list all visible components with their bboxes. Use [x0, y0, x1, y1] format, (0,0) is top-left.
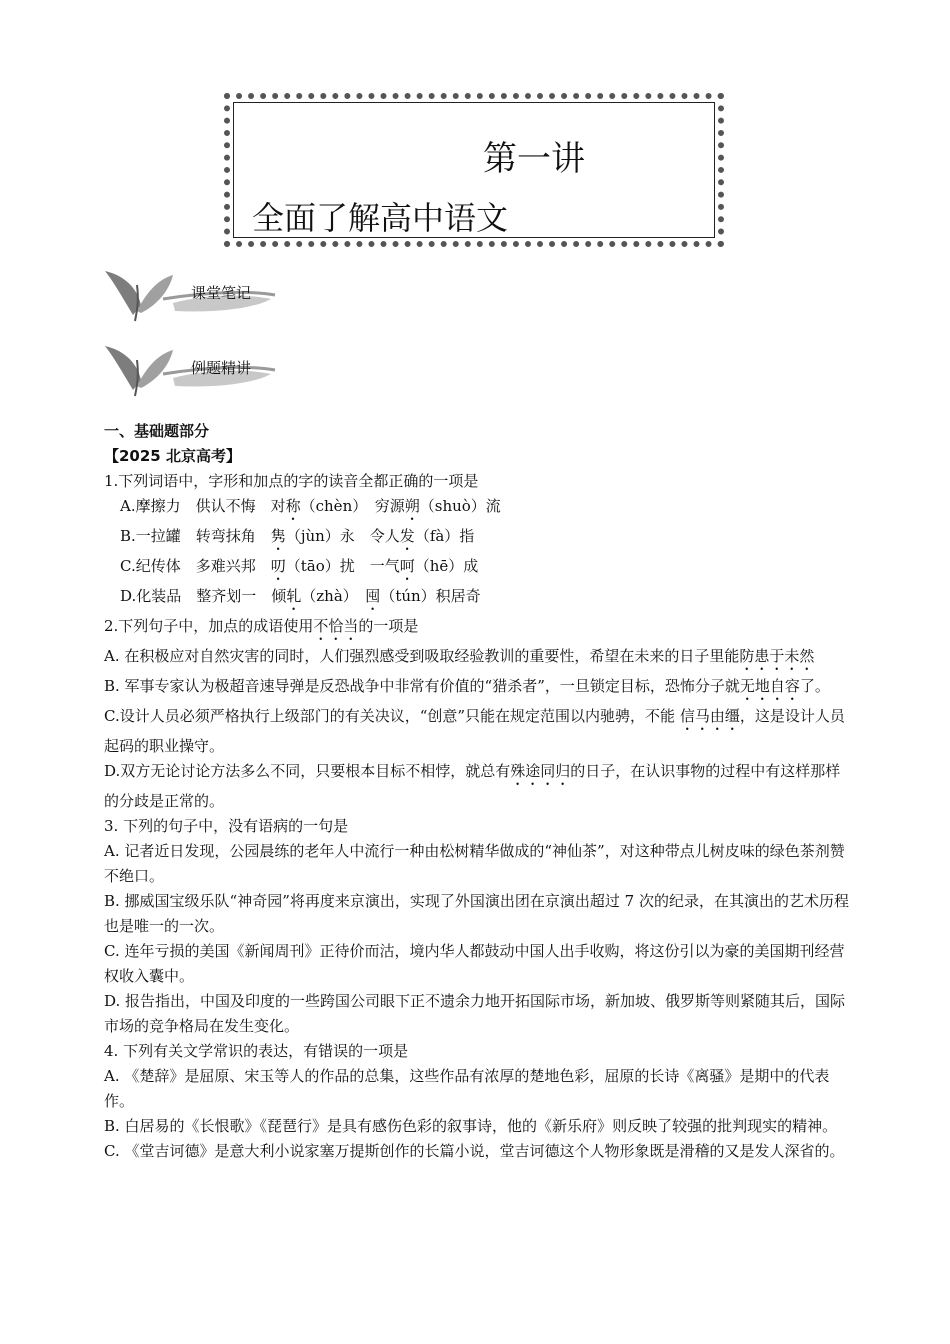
q3-option-c: C. 连年亏损的美国《新闻周刊》正待价而沽，境内华人都鼓动中国人出手收购，将这份引以为豪的美国期刊经营权收入囊中。 — [104, 942, 845, 985]
q3-option-d: D. 报告指出，中国及印度的一些跨国公司眼下正不遗余力地开拓国际市场，新加坡、俄罗斯等则紧随其后，国际市场的竞争格局在发生变化。 — [104, 992, 846, 1035]
q1-option-d: D.化装品 整齐划一 倾轧（zhà） 囤（tún）积居奇 — [120, 587, 481, 605]
question-content — [104, 419, 849, 1164]
q4-option-b: B. 白居易的《长恨歌》《琵琶行》是具有感伤色彩的叙事诗，他的《新乐府》则反映了较强的批判现实的精神。 — [104, 1117, 838, 1135]
q2-option-c: C.设计人员必须严格执行上级部门的有关决议，“创意”只能在规定范围以内驰骋，不能 信马由缰，这是设计人员起码的职业操守。 — [104, 707, 845, 755]
lecture-number: 第一讲 — [483, 139, 585, 179]
q2-option-b: B. 军事专家认为极超音速导弹是反恐战争中非常有价值的“猎杀者”，一旦锁定目标，恐怖分子就无地自容了。 — [104, 677, 830, 695]
q2-stem: 2.下列句子中，加点的成语使用不恰当的一项是 — [104, 617, 419, 635]
q2-option-a: A. 在积极应对自然灾害的同时，人们强烈感受到吸取经验教训的重要性，希望在未来的日子里能防患于未然 — [104, 647, 815, 665]
title-box — [224, 93, 724, 247]
section-banner-notes — [103, 265, 283, 325]
q2-option-d: D.双方无论讨论方法多么不同，只要根本目标不相悖，就总有殊途同归的日子，在认识事物的过程中有这样那样的分歧是正常的。 — [104, 762, 841, 810]
q4-stem: 4. 下列有关文学常识的表达，有错误的一项是 — [104, 1042, 409, 1060]
title-frame — [233, 102, 715, 238]
q3-option-b: B. 挪威国宝级乐队“神奇园”将再度来京演出，实现了外国演出团在京演出超过 7 次的纪录，在其演出的艺术历程也是唯一的一次。 — [104, 892, 849, 935]
section-label-notes: 课堂笔记 — [191, 284, 252, 302]
section-banner-examples — [103, 340, 283, 400]
q3-stem: 3. 下列的句子中，没有语病的一句是 — [104, 817, 349, 835]
q1-option-a: A.摩擦力 供认不悔 对称（chèn） 穷源朔（shuò）流 — [120, 497, 501, 515]
q1-option-c: C.纪传体 多难兴邦 叨（tāo）扰 一气呵（hē）成 — [120, 557, 479, 575]
q1-stem: 1.下列词语中，字形和加点的字的读音全都正确的一项是 — [104, 472, 479, 490]
lecture-title: 全面了解高中语文 — [252, 199, 509, 237]
q1-option-b: B.一拉罐 转弯抹角 隽（jùn）永 令人发（fà）指 — [120, 527, 475, 545]
section-label-examples: 例题精讲 — [191, 359, 252, 377]
exam-tag: 【2025 北京高考】 — [104, 447, 241, 465]
q4-option-a: A. 《楚辞》是屈原、宋玉等人的作品的总集，这些作品有浓厚的楚地色彩，屈原的长诗《离骚》是期中的代表作。 — [104, 1067, 830, 1110]
part-heading: 一、基础题部分 — [104, 422, 210, 440]
q4-option-c: C. 《堂吉诃德》是意大利小说家塞万提斯创作的长篇小说，堂吉诃德这个人物形象既是滑稽的又是发人深省的。 — [104, 1142, 845, 1160]
q3-option-a: A. 记者近日发现，公园晨练的老年人中流行一种由松树精华做成的“神仙茶”，对这种带点儿树皮味的绿色茶剂赞不绝口。 — [104, 842, 845, 885]
